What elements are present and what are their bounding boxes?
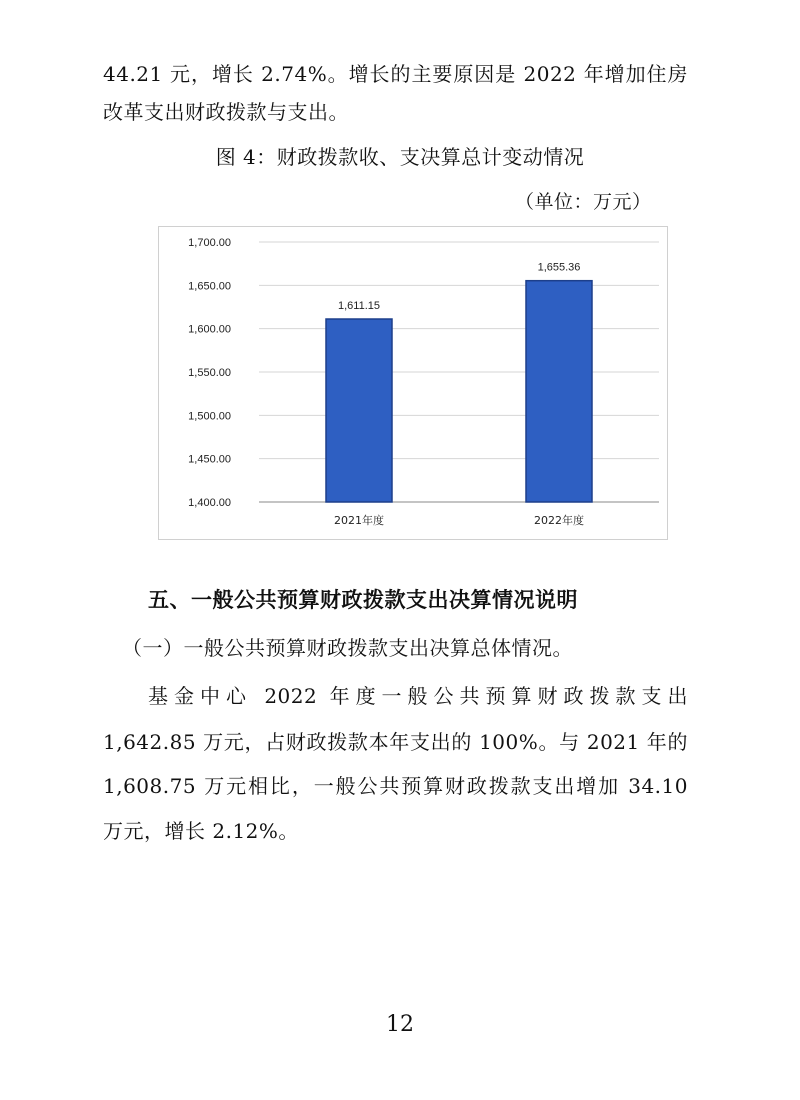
subsection-heading: （一）一般公共预算财政拨款支出决算总体情况。 <box>122 636 573 660</box>
figure-unit: （单位：万元） <box>515 191 652 213</box>
page-number: 12 <box>386 1012 414 1037</box>
body-text-line: 改革支出财政拨款与支出。 <box>103 100 349 124</box>
y-tick-label: 1,400.00 <box>188 497 231 509</box>
body-text-line: 万元，增长 2.12%。 <box>103 819 299 843</box>
y-tick-label: 1,500.00 <box>188 410 231 423</box>
y-tick-label: 1,700.00 <box>188 237 231 249</box>
y-tick-label: 1,600.00 <box>188 323 231 336</box>
body-text-line: 1,608.75 万元相比，一般公共预算财政拨款支出增加 34.10 <box>103 774 688 798</box>
y-tick-label: 1,450.00 <box>188 453 231 466</box>
data-label: 1,611.15 <box>337 300 381 313</box>
figure-caption: 图 4：财政拨款收、支决算总计变动情况 <box>215 145 585 169</box>
section-heading: 五、一般公共预算财政拨款支出决算情况说明 <box>148 587 578 612</box>
body-text-line: 1,642.85 万元，占财政拨款本年支出的 100%。与 2021 年的 <box>103 730 688 754</box>
body-text-line: 基金中心 2022 年度一般公共预算财政拨款支出 <box>148 684 688 708</box>
y-tick-label: 1,550.00 <box>188 367 231 379</box>
bar <box>526 281 592 502</box>
bar <box>326 319 392 502</box>
body-text-line: 44.21 元，增长 2.74%。增长的主要原因是 2022 年增加住房 <box>103 62 688 86</box>
y-tick-label: 1,650.00 <box>188 280 231 293</box>
bar-chart <box>158 226 668 540</box>
x-category-label: 2021年度 <box>334 514 384 527</box>
x-category-label: 2022年度 <box>534 514 584 527</box>
data-label: 1,655.36 <box>537 261 581 274</box>
